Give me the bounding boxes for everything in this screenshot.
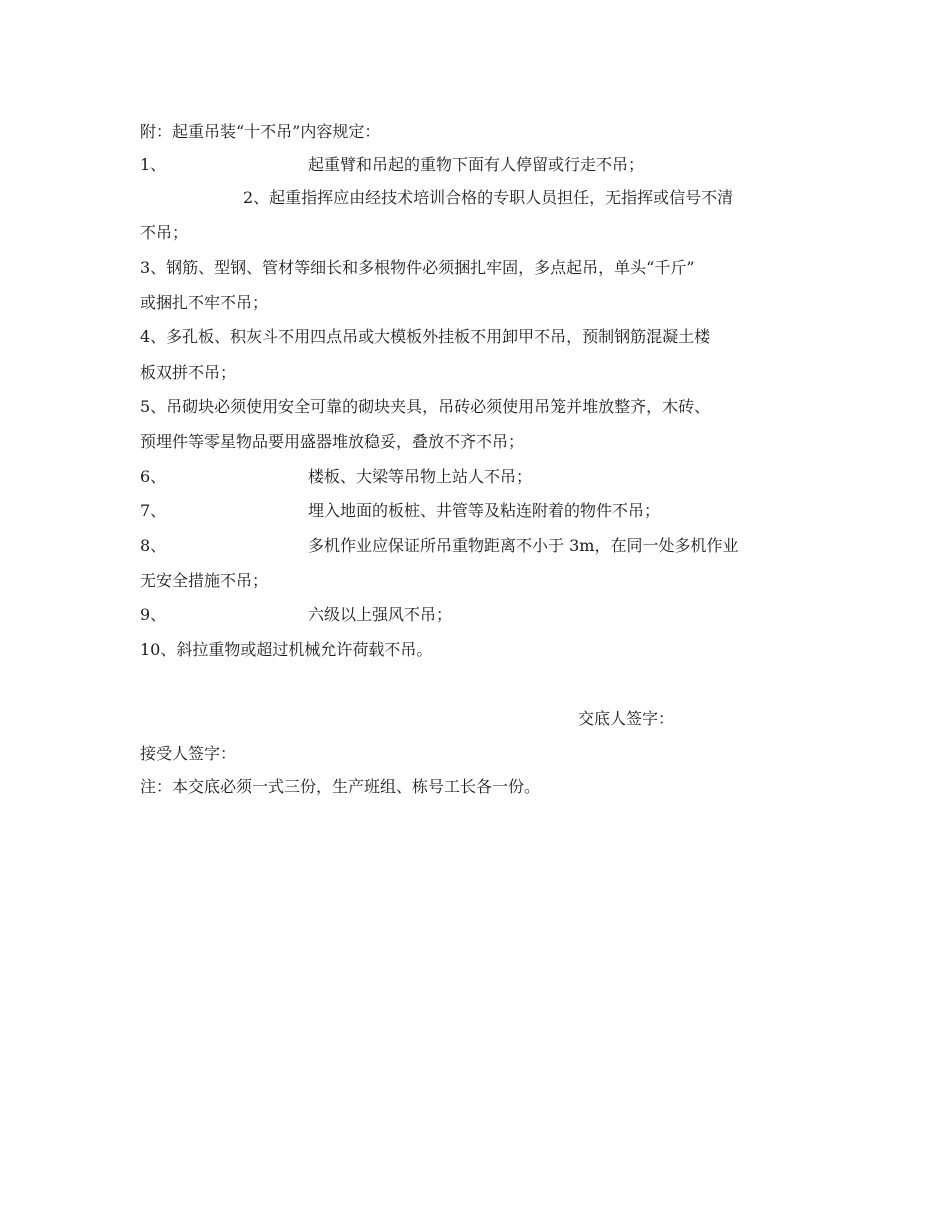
handover-signature-label: 交底人签字： (578, 709, 675, 728)
list-item-9 (140, 604, 820, 626)
item-text: 多机作业应保证所吊重物距离不小于 3m，在同一处多机作业 (308, 536, 739, 555)
list-item-8-continuation: 无安全措施不吊； (140, 571, 269, 590)
item-number: 9、 (140, 605, 167, 624)
item-number: 8、 (140, 536, 167, 555)
item-number: 7、 (140, 501, 167, 520)
list-item-2-continuation: 不吊； (140, 223, 189, 242)
item-text: 起重臂和吊起的重物下面有人停留或行走不吊； (308, 155, 645, 174)
list-item-7 (140, 500, 820, 522)
item-text: 六级以上强风不吊； (308, 605, 453, 624)
item-number: 1、 (140, 155, 167, 174)
list-item-6 (140, 466, 820, 488)
list-item-2: 2、起重指挥应由经技术培训合格的专职人员担任，无指挥或信号不清 (243, 188, 734, 207)
document-heading: 附：起重吊装“十不吊”内容规定： (140, 122, 381, 141)
list-item-8 (140, 535, 820, 557)
list-item-1 (140, 154, 820, 176)
list-item-10: 10、斜拉重物或超过机械允许荷载不吊。 (140, 640, 433, 659)
item-number: 6、 (140, 467, 167, 486)
list-item-3: 3、钢筋、型钢、管材等细长和多根物件必须捆扎牢固，多点起吊，单头“千斤” (140, 258, 695, 277)
item-text: 埋入地面的板桩、井管等及粘连附着的物件不吊； (308, 501, 661, 520)
list-item-3-continuation: 或捆扎不牢不吊； (140, 293, 269, 312)
list-item-5: 5、吊砌块必须使用安全可靠的砌块夹具，吊砖必须使用吊笼并堆放整齐，木砖、 (140, 397, 711, 416)
item-text: 楼板、大梁等吊物上站人不吊； (308, 467, 533, 486)
list-item-5-continuation: 预埋件等零星物品要用盛器堆放稳妥，叠放不齐不吊； (140, 432, 525, 451)
receiver-signature-label: 接受人签字： (140, 744, 237, 763)
list-item-4: 4、多孔板、积灰斗不用四点吊或大模板外挂板不用卸甲不吊，预制钢筋混凝土楼 (140, 327, 711, 346)
list-item-4-continuation: 板双拼不吊； (140, 363, 237, 382)
document-note: 注：本交底必须一式三份，生产班组、栋号工长各一份。 (140, 777, 541, 796)
